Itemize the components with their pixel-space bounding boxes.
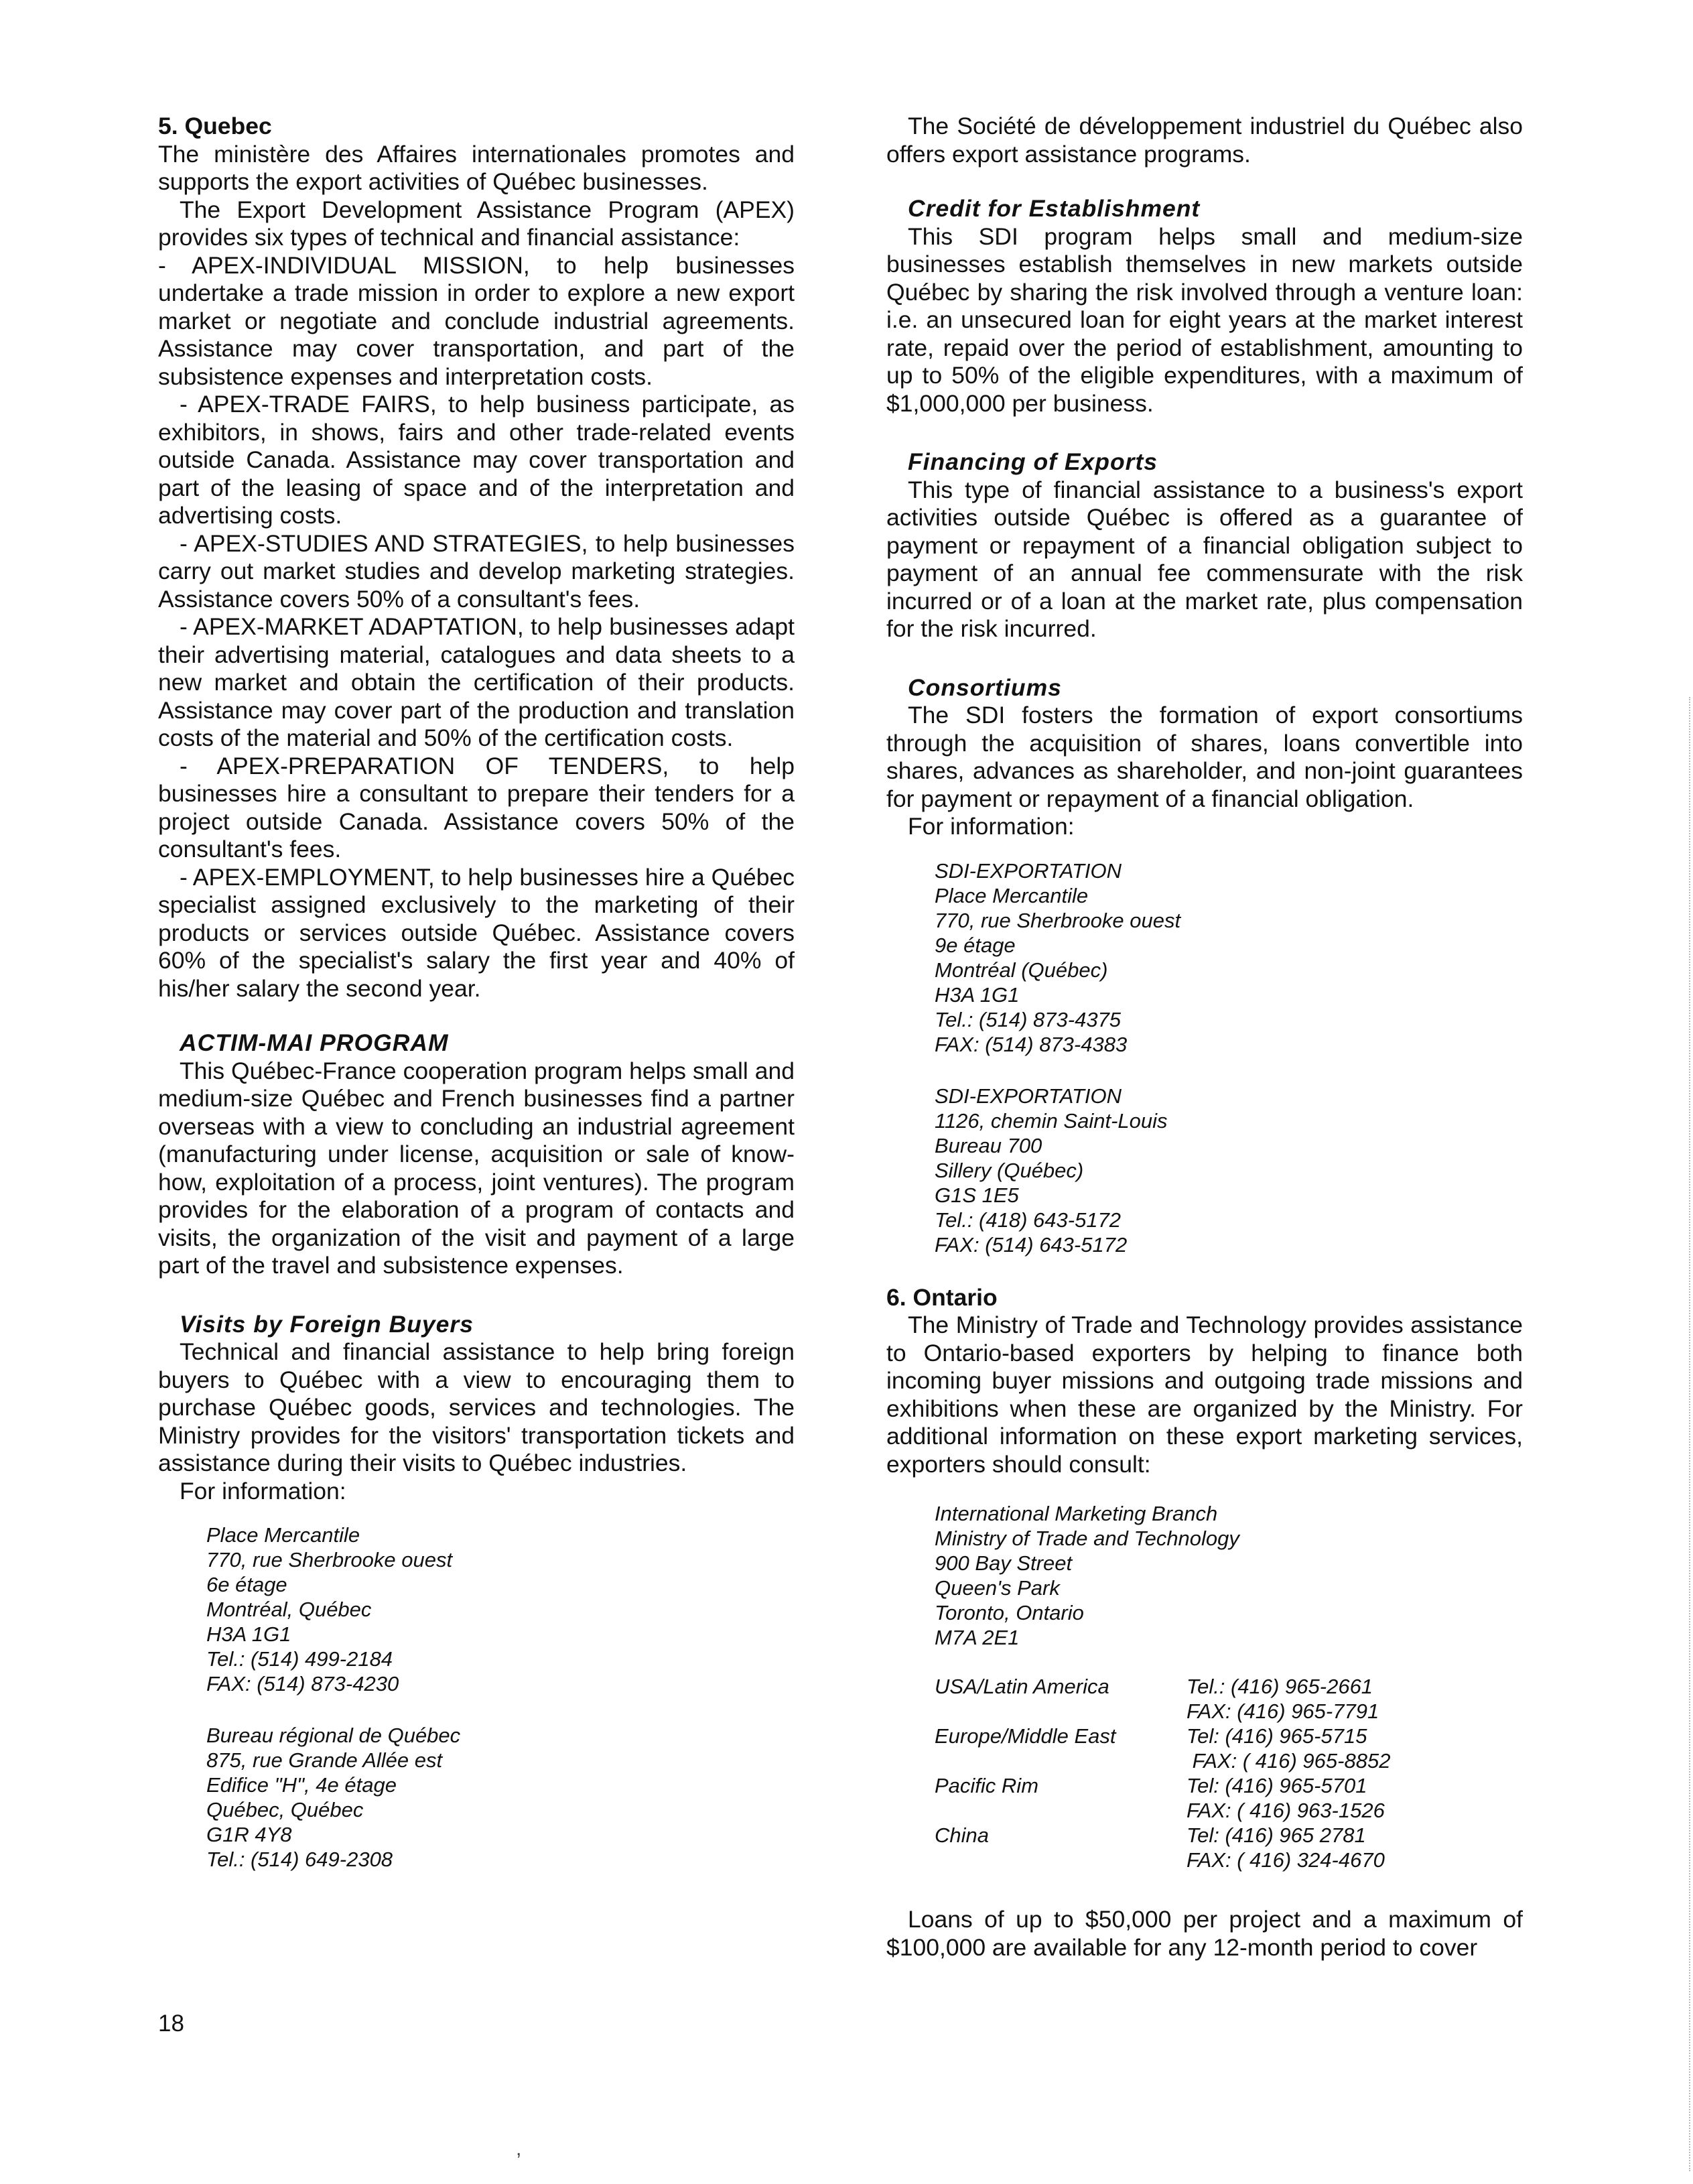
quebec-intro: The ministère des Affaires internationales promotes and supports the export activities of Québec businesses. <box>158 140 795 195</box>
address-line: FAX: (514) 643-5172 <box>935 1232 1128 1257</box>
visits-for-info: For information: <box>180 1477 346 1504</box>
apex-item-studies: - APEX-STUDIES AND STRATEGIES, to help businesses carry out market studies and develop marketing strategies. Assistance covers 50% of a consultant's fees. <box>158 529 795 613</box>
address-line: FAX: (514) 873-4230 <box>206 1672 399 1695</box>
credit-text: This SDI program helps small and medium-size businesses establish themselves in new markets outside Québec by sharing the risk involved through a venture loan: i.e. an unsecured loan for eight years at the market interest rate, repaid over the period of establishment, amounting to up to 50% of the eligible expenditures, with a maximum of $1,000,000 per business. <box>886 222 1523 417</box>
address-line: 875, rue Grande Allée est <box>206 1748 443 1772</box>
address-line: Québec, Québec <box>206 1798 364 1821</box>
address-line: Sillery (Québec) <box>935 1158 1084 1182</box>
address-line: FAX: (514) 873-4383 <box>935 1032 1128 1056</box>
credit-heading: Credit for Establishment <box>908 195 1201 222</box>
ontario-text: The Ministry of Trade and Technology provides assistance to Ontario-based exporters by helping to finance both incoming buyer missions and outgoing trade missions and exhibitions when these are organized by the Ministry. For additional information on these export marketing services, exporters should consult: <box>886 1311 1523 1478</box>
ontario-heading: 6. Ontario <box>886 1283 998 1311</box>
apex-item-individual-mission: - APEX-INDIVIDUAL MISSION, to help businesses undertake a trade mission in order to explore a new export market or negotiate and conclude industrial agreements. Assistance may cover transportation, and part of the subsistence expenses and interpretation costs. <box>158 251 795 390</box>
address-line: G1S 1E5 <box>935 1183 1019 1207</box>
visits-heading: Visits by Foreign Buyers <box>180 1310 474 1338</box>
page-number: 18 <box>158 2010 184 2037</box>
right-column <box>886 113 1523 1962</box>
address-line: Montréal, Québec <box>206 1598 372 1621</box>
table-row <box>935 1823 1390 1872</box>
address-line: Place Mercantile <box>206 1523 360 1547</box>
actim-heading: ACTIM-MAI PROGRAM <box>180 1029 449 1056</box>
scan-mark: , <box>516 2138 522 2160</box>
tel-line: Tel: (416) 965-5715 <box>1187 1724 1367 1748</box>
address-line: International Marketing Branch <box>935 1502 1218 1525</box>
financing-text: This type of financial assistance to a business's export activities outside Québec is offered as a guarantee of payment or repayment of a financial obligation subject to payment of an annual fee commensurate with the risk incurred or of a loan at the market rate, plus compensation for the risk incurred. <box>886 476 1523 642</box>
scan-edge-marks <box>1686 697 1690 2171</box>
regional-contacts-table <box>935 1674 1390 1872</box>
apex-item-employment: - APEX-EMPLOYMENT, to help businesses hire a Québec specialist assigned exclusively to the marketing of their products or services outside Québec. Assistance covers 60% of the specialist's salary the first year and 40% of his/her salary the second year. <box>158 863 795 1002</box>
region-cell: China <box>935 1823 989 1847</box>
apex-item-tenders: - APEX-PREPARATION OF TENDERS, to help businesses hire a consultant to prepare their tenders for a project outside Canada. Assistance covers 50% of the consultant's fees. <box>158 752 795 862</box>
apex-intro: The Export Development Assistance Program (APEX) provides six types of technical and financial assistance: <box>158 196 795 251</box>
address-line: 1126, chemin Saint-Louis <box>935 1108 1168 1133</box>
address-line: Queen's Park <box>935 1576 1060 1600</box>
address-line: Tel.: (514) 499-2184 <box>206 1647 393 1671</box>
address-line: Place Mercantile <box>935 883 1089 907</box>
address-line: SDI-EXPORTATION <box>935 1084 1122 1108</box>
table-row <box>935 1674 1390 1724</box>
address-line: 9e étage <box>935 933 1016 957</box>
tel-line: Tel: (416) 965 2781 <box>1187 1823 1366 1847</box>
address-line: M7A 2E1 <box>935 1626 1020 1649</box>
consortiums-text: The SDI fosters the formation of export consortiums through the acquisition of shares, loans convertible into shares, advances as shareholder, and non-joint guarantees for payment or repayment of a financial obligation. <box>886 702 1523 812</box>
fax-line: FAX: ( 416) 965-8852 <box>1187 1749 1391 1773</box>
address-line: Tel.: (514) 649-2308 <box>206 1848 393 1871</box>
address-line: Toronto, Ontario <box>935 1601 1084 1624</box>
phone-cell <box>1187 1773 1390 1823</box>
address-block-ontario <box>935 1501 1523 1650</box>
address-line: Ministry of Trade and Technology <box>935 1527 1239 1550</box>
tel-line: Tel: (416) 965-5701 <box>1187 1774 1367 1797</box>
left-column <box>158 113 795 1872</box>
fax-line: FAX: (416) 965-7791 <box>1187 1699 1379 1723</box>
apex-item-market-adaptation: - APEX-MARKET ADAPTATION, to help businesses adapt their advertising material, catalogues and data sheets to a new market and obtain the certification of their products. Assistance may cover part of the production and translation costs of the material and 50% of the certification costs. <box>158 613 795 751</box>
address-line: Tel.: (514) 873-4375 <box>935 1007 1122 1031</box>
phone-cell <box>1187 1724 1390 1773</box>
fax-line: FAX: ( 416) 324-4670 <box>1187 1848 1385 1872</box>
sdi-intro: The Société de développement industriel du Québec also offers export assistance programs. <box>886 113 1523 168</box>
address-line: Edifice "H", 4e étage <box>206 1773 397 1797</box>
address-block-sdi-sillery <box>935 1084 1523 1257</box>
actim-text: This Québec-France cooperation program helps small and medium-size Québec and French businesses find a partner overseas with a view to concluding an industrial agreement (manufacturing under license, acquisition or sale of know-how, exploitation of a process, joint ventures). The program provides for the elaboration of a program of contacts and visits, the organization of the visit and payment of a large part of the travel and subsistence expenses. <box>158 1057 795 1279</box>
address-line: Tel.: (418) 643-5172 <box>935 1208 1122 1232</box>
table-row <box>935 1724 1390 1773</box>
region-cell: USA/Latin America <box>935 1675 1109 1698</box>
address-line: 770, rue Sherbrooke ouest <box>935 908 1181 932</box>
address-line: 770, rue Sherbrooke ouest <box>206 1548 453 1571</box>
address-block-bureau-regional <box>206 1723 795 1872</box>
region-cell: Europe/Middle East <box>935 1724 1116 1748</box>
region-cell: Pacific Rim <box>935 1774 1039 1797</box>
address-line: H3A 1G1 <box>206 1622 291 1646</box>
visits-text: Technical and financial assistance to help bring foreign buyers to Québec with a view to encouraging them to purchase Québec goods, services and technologies. The Ministry provides for the visitors' transportation tickets and assistance during their visits to Québec industries. <box>158 1338 795 1476</box>
address-line: SDI-EXPORTATION <box>935 858 1122 883</box>
address-line: Montréal (Québec) <box>935 958 1108 982</box>
address-line: Bureau régional de Québec <box>206 1724 461 1747</box>
address-block-sdi-montreal <box>935 858 1523 1057</box>
address-line: 900 Bay Street <box>935 1551 1073 1575</box>
consortiums-for-info: For information: <box>908 813 1075 840</box>
apex-item-trade-fairs: - APEX-TRADE FAIRS, to help business participate, as exhibitors, in shows, fairs and other trade-related events outside Canada. Assistance may cover transportation and part of the leasing of space and of the interpretation and advertising costs. <box>158 391 795 529</box>
loans-text: Loans of up to $50,000 per project and a maximum of $100,000 are available for any 12-month period to cover <box>886 1906 1523 1961</box>
phone-cell <box>1187 1674 1390 1724</box>
address-line: 6e étage <box>206 1573 287 1596</box>
phone-cell <box>1187 1823 1390 1872</box>
table-row <box>935 1773 1390 1823</box>
address-line: Bureau 700 <box>935 1133 1042 1157</box>
address-line: G1R 4Y8 <box>206 1823 292 1846</box>
quebec-heading: 5. Quebec <box>158 113 272 139</box>
tel-line: Tel.: (416) 965-2661 <box>1187 1675 1373 1698</box>
address-block-place-mercantile <box>206 1523 795 1696</box>
address-line: H3A 1G1 <box>935 982 1020 1007</box>
financing-heading: Financing of Exports <box>908 448 1158 475</box>
fax-line: FAX: ( 416) 963-1526 <box>1187 1799 1385 1822</box>
consortiums-heading: Consortiums <box>908 673 1062 701</box>
